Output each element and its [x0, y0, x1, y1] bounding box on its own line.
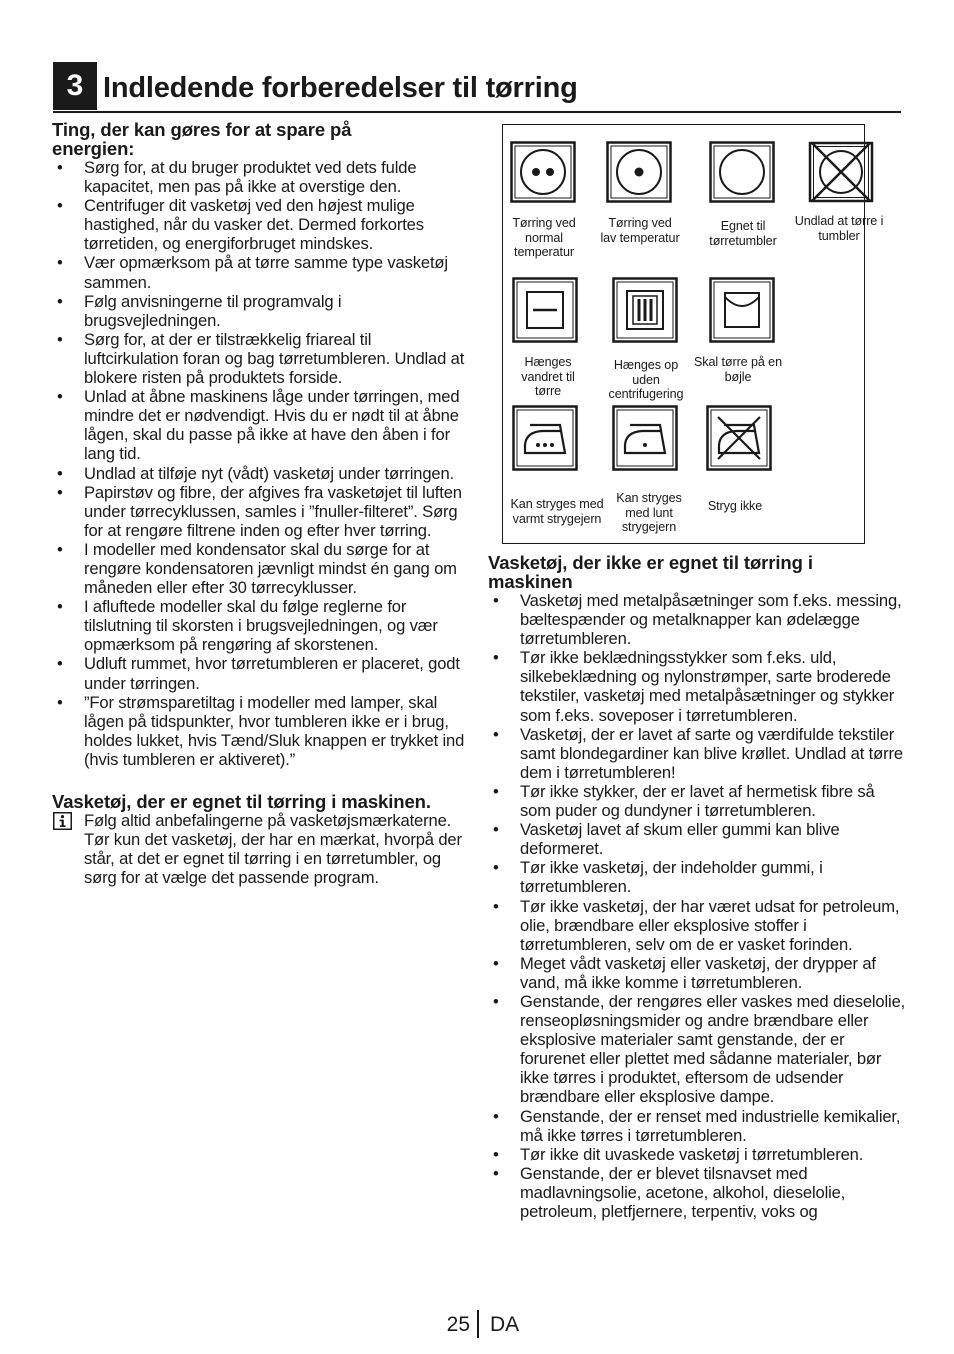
iron-hot-icon	[512, 405, 578, 471]
list-item: • Vasketøj, der er lavet af sarte og værdifulde tekstiler samt blondegardiner kan blive krøllet. Undlad at tørre dem i tørretumbleren!	[493, 724, 903, 782]
list-item: • Vasketøj lavet af skum eller gummi kan blive deformeret.	[493, 820, 840, 859]
caption-flat-dry: Hænges vandret til tørre	[521, 355, 575, 399]
caption-suitable-tumbler: Egnet til tørretumbler	[709, 219, 777, 248]
list-item: • Følg anvisningerne til programvalg i brugsvejledningen.	[57, 291, 342, 330]
list-item: • Sørg for, at der er tilstrækkelig friareal til luftcirkulation foran og bag tørretumbleren. Undlad at blokere risten på produktets forside.	[57, 329, 465, 388]
tumble-dry-low-icon	[606, 141, 672, 203]
right-column	[488, 553, 906, 1221]
caption-drip-dry: Hænges op uden centrifugering	[608, 358, 684, 402]
list-item: • Genstande, der er blevet tilsnavset med madlavningsolie, acetone, alkohol, dieselolie, petroleum, pletfjernere, terpentiv, voks og	[493, 1163, 846, 1221]
energy-list	[52, 158, 467, 769]
list-item: • Undlad at tilføje nyt (vådt) vasketøj under tørringen.	[57, 463, 455, 483]
list-item: • I afluftede modeller skal du følge reglerne for tilslutning til skorsten i brugsvejledningen, og vær opmærksom på rengøring af skorstenen.	[57, 597, 438, 655]
info-note	[52, 811, 467, 887]
list-item: • Tør ikke stykker, der er lavet af hermetisk fibre så som puder og dundyner i tørretumbleren.	[493, 781, 875, 821]
list-item: • Tør ikke vasketøj, der har været udsat for petroleum, olie, brændbare eller eksplosive stoffer i tørretumbleren, selv om de er vasket forinden.	[493, 896, 900, 954]
care-symbols-panel	[502, 124, 884, 544]
no-tumble-dry-icon	[808, 139, 874, 205]
drip-dry-icon	[612, 277, 678, 343]
list-item: • Meget vådt vasketøj eller vasketøj, der drypper af vand, må ikke komme i tørretumbleren.	[493, 953, 876, 992]
line-dry-icon	[709, 277, 775, 343]
caption-no-iron: Stryg ikke	[707, 499, 763, 513]
unsuitable-list	[488, 591, 906, 1221]
footer-divider	[477, 1310, 479, 1338]
list-item: • Udluft rummet, hvor tørretumbleren er placeret, godt under tørringen.	[57, 654, 460, 693]
list-item: • Tør ikke dit uvaskede vasketøj i tørretumbleren.	[493, 1144, 864, 1164]
list-item: • Centrifuger dit vasketøj ved den højest mulige hastighed, når du vasker det. Dermed forkortes tørretiden, og energiforbruget mindskes.	[57, 196, 424, 254]
list-item: • Vær opmærksom på at tørre samme type vasketøj sammen.	[57, 253, 448, 292]
flat-dry-icon	[512, 277, 578, 343]
info-icon	[53, 812, 72, 830]
chapter-number: 3	[53, 62, 97, 110]
list-item: • Papirstøv og fibre, der afgives fra vasketøjet til luften under tørrecyklussen, samles i ”fnuller-filteret”. Sørg for at rengøre filtrene inden og efter hver tørring.	[57, 482, 462, 540]
language-code: DA	[490, 1313, 520, 1336]
page-footer	[0, 1310, 954, 1340]
energy-heading: Ting, der kan gøres for at spare på energien:	[52, 119, 352, 159]
caption-line-dry: Skal tørre på en bøjle	[694, 355, 782, 384]
list-item: • ”For strømsparetiltag i modeller med lamper, skal lågen på tidspunkter, hvor tumbleren ikke er i brug, holdes lukket, hvis Tænd/Sluk knappen er trykket ind (hvis tumbleren er aktiveret).”	[57, 692, 465, 769]
list-item: • Vasketøj med metalpåsætninger som f.eks. messing, bæltespænder og metalknapper kan ødelægge tørretumbleren.	[493, 591, 902, 649]
list-item: • Genstande, der rengøres eller vaskes med dieselolie, renseopløsningsmider og andre brændbare eller eksplosive materialer samt genstande, der er forurenet eller plettet med sådanne materialer, bør ikke tørres i produktet, eftersom de udsender brændbare eller eksplosive dampe.	[493, 991, 906, 1107]
caption-no-tumbler: Undlad at tørre i tumbler	[794, 214, 884, 243]
list-item: • Sørg for, at du bruger produktet ved dets fulde kapacitet, men pas på ikke at overstige den.	[57, 158, 417, 197]
list-item: • Tør ikke beklædningsstykker som f.eks. uld, silkebeklædning og nylonstrømper, sarte broderede tekstiler, vasketøj med metalpåsætninger og stykker som f.eks. soveposer i tørretumbleren.	[493, 648, 895, 725]
tumble-dry-icon	[709, 141, 775, 203]
page-number: 25	[446, 1313, 470, 1336]
iron-low-icon	[612, 405, 678, 471]
info-text: Følg altid anbefalingerne på vasketøjsmærkaterne. Tør kun det vasketøj, der har en mærkat, hvorpå der står, at det er egnet til tørring i en tørretumbler, og sørg for at vælge det passende program.	[84, 811, 462, 888]
unsuitable-heading: Vasketøj, der ikke er egnet til tørring i maskinen	[488, 552, 813, 592]
caption-low-temp: Tørring ved lav temperatur	[600, 216, 680, 245]
caption-normal-temp: Tørring ved normal temperatur	[512, 216, 576, 260]
chapter-header	[53, 62, 901, 113]
tumble-dry-normal-icon	[510, 141, 576, 203]
caption-iron-hot: Kan stryges med varmt strygejern	[510, 497, 604, 526]
suitable-heading: Vasketøj, der er egnet til tørring i maskinen.	[52, 791, 431, 812]
list-item: • I modeller med kondensator skal du sørge for at rengøre kondensatoren jævnligt mindst én gang om måneden eller efter 30 tørrecyklusser.	[57, 539, 457, 598]
list-item: • Genstande, der er renset med industrielle kemikalier, må ikke tørres i tørretumbleren.	[493, 1106, 901, 1145]
list-item: • Tør ikke vasketøj, der indeholder gummi, i tørretumbleren.	[493, 858, 823, 897]
list-item: • Unlad at åbne maskinens låge under tørringen, med mindre det er nødvendigt. Hvis du er nødt til at åbne lågen, skal du passe på ikke at have den åben i for lang tid.	[57, 387, 460, 464]
left-column	[52, 120, 467, 887]
caption-iron-low: Kan stryges med lunt strygejern	[616, 491, 682, 535]
no-iron-icon	[706, 405, 772, 471]
page-title: Indledende forberedelser til tørring	[103, 72, 578, 104]
